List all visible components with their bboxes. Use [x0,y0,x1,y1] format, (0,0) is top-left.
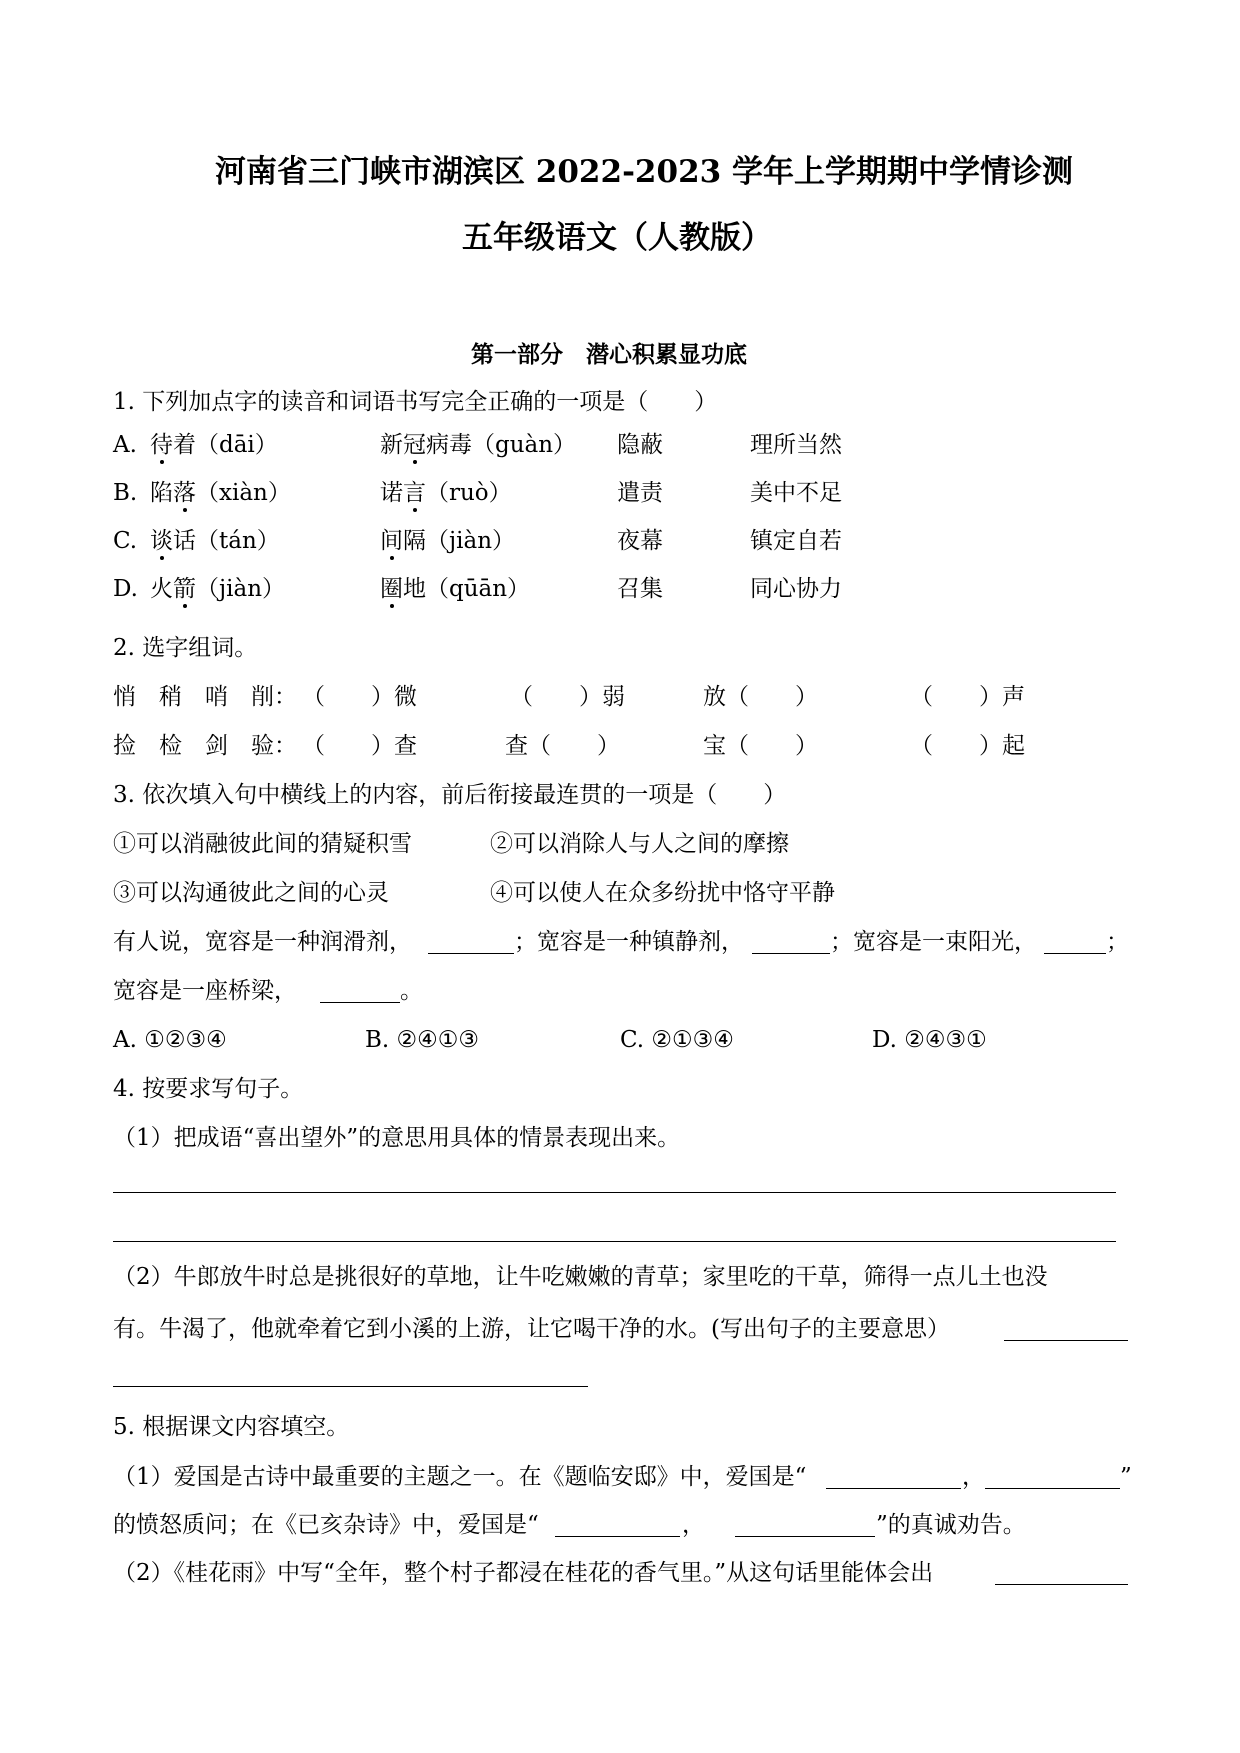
option-word-3: 遣责 [617,480,663,506]
question-3-option-c: C. ②①③④ [620,1027,734,1053]
answer-blank-line [752,953,830,954]
section-title: 第一部分 潜心积累显功底 [471,341,747,368]
question-3-passage-part: 宽容是一座桥梁， [113,978,297,1004]
option-word-3: 召集 [617,576,663,602]
question-2-chars-row-2: 捡 检 剑 验： [113,733,297,759]
option-word-2: 间隔（jiàn） [380,528,516,554]
answer-blank-line [826,1488,961,1489]
answer-blank-line [985,1488,1120,1489]
exam-title: 河南省三门峡市湖滨区 2022-2023 学年上学期期中学情诊测 [215,154,1074,190]
question-4-sub-2-line-1: （2）牛郎放牛时总是挑很好的草地，让牛吃嫩嫩的青草；家里吃的干草，筛得一点儿土也没 [113,1264,1048,1290]
question-5-comma: ， [682,1512,705,1538]
question-5-sub-2-text: （2）《桂花雨》中写“全年，整个村子都浸在桂花的香气里。”从这句话里能体会出 [113,1560,934,1586]
option-letter: B. [113,480,138,506]
question-3-passage-part: ；宽容是一种镇静剂， [514,929,744,955]
answer-blank-line [113,1241,1116,1242]
question-3-option-a: A. ①②③④ [113,1027,227,1053]
option-word-1: 火箭（jiàn） [150,576,286,602]
question-5-sub-1-end: ”的真诚劝告。 [876,1512,1026,1538]
answer-blank-line [1044,953,1106,954]
question-2-blank: （ ）微 [302,684,417,710]
option-word-1: 待着（dāi） [150,432,278,458]
option-word-4: 镇定自若 [750,528,842,554]
option-letter: A. [113,432,137,458]
question-4-sub-2-line-2: 有。牛渴了，他就牵着它到小溪的上游，让它喝干净的水。(写出句子的主要意思） [113,1316,950,1342]
answer-blank-line [113,1386,588,1387]
answer-blank-line [113,1192,1116,1193]
question-2-blank: （ ）起 [910,733,1025,759]
question-3-item-4: ④可以使人在众多纷扰中恪守平静 [490,880,835,906]
question-2-chars-row-1: 悄 稍 哨 削： [113,684,297,710]
question-4-sub-1: （1）把成语“喜出望外”的意思用具体的情景表现出来。 [113,1125,681,1151]
answer-blank-line [320,1002,400,1003]
question-2-blank: 查（ ） [505,733,620,759]
question-5-sub-1-text: 的愤怒质问；在《已亥杂诗》中，爱国是“ [113,1512,539,1538]
question-5-comma: ， [962,1464,985,1490]
question-4-stem: 4. 按要求写句子。 [113,1076,304,1102]
question-1-stem: 1. 下列加点字的读音和词语书写完全正确的一项是（ ） [113,389,718,415]
option-word-2: 圈地（qūān） [380,576,531,602]
option-word-4: 同心协力 [750,576,842,602]
option-word-1: 陷落（xiàn） [150,480,291,506]
question-5-quote-end: ” [1120,1464,1132,1490]
question-3-option-b: B. ②④①③ [365,1027,480,1053]
question-3-passage-part: 。 [400,978,423,1004]
question-3-item-2: ②可以消除人与人之间的摩擦 [490,831,789,857]
option-letter: D. [113,576,138,602]
option-letter: C. [113,528,138,554]
question-5-sub-1-text: （1）爱国是古诗中最重要的主题之一。在《题临安邸》中，爱国是“ [113,1464,807,1490]
answer-blank-line [1004,1340,1128,1341]
question-3-option-d: D. ②④③① [872,1027,987,1053]
question-2-blank: （ ）查 [302,733,417,759]
question-2-blank: 宝（ ） [703,733,818,759]
answer-blank-line [735,1536,875,1537]
option-word-2: 新冠病毒（guàn） [380,432,577,458]
exam-subtitle: 五年级语文（人教版） [462,220,772,256]
answer-blank-line [555,1536,680,1537]
question-2-blank: 放（ ） [703,684,818,710]
question-3-passage-part: ；宽容是一束阳光， [830,929,1037,955]
question-3-passage-part: ； [1106,929,1129,955]
question-3-item-1: ①可以消融彼此间的猜疑积雪 [113,831,412,857]
question-3-passage-part: 有人说，宽容是一种润滑剂， [113,929,412,955]
option-word-4: 美中不足 [750,480,842,506]
option-word-2: 诺言（ruò） [380,480,512,506]
answer-blank-line [428,953,514,954]
option-word-3: 隐蔽 [617,432,663,458]
option-word-3: 夜幕 [617,528,663,554]
option-word-1: 谈话（tán） [150,528,280,554]
question-5-stem: 5. 根据课文内容填空。 [113,1414,350,1440]
answer-blank-line [995,1584,1128,1585]
question-3-stem: 3. 依次填入句中横线上的内容，前后衔接最连贯的一项是（ ） [113,782,787,808]
option-word-4: 理所当然 [750,432,842,458]
question-2-stem: 2. 选字组词。 [113,635,258,661]
question-2-blank: （ ）弱 [510,684,625,710]
question-3-item-3: ③可以沟通彼此之间的心灵 [113,880,389,906]
question-2-blank: （ ）声 [910,684,1025,710]
